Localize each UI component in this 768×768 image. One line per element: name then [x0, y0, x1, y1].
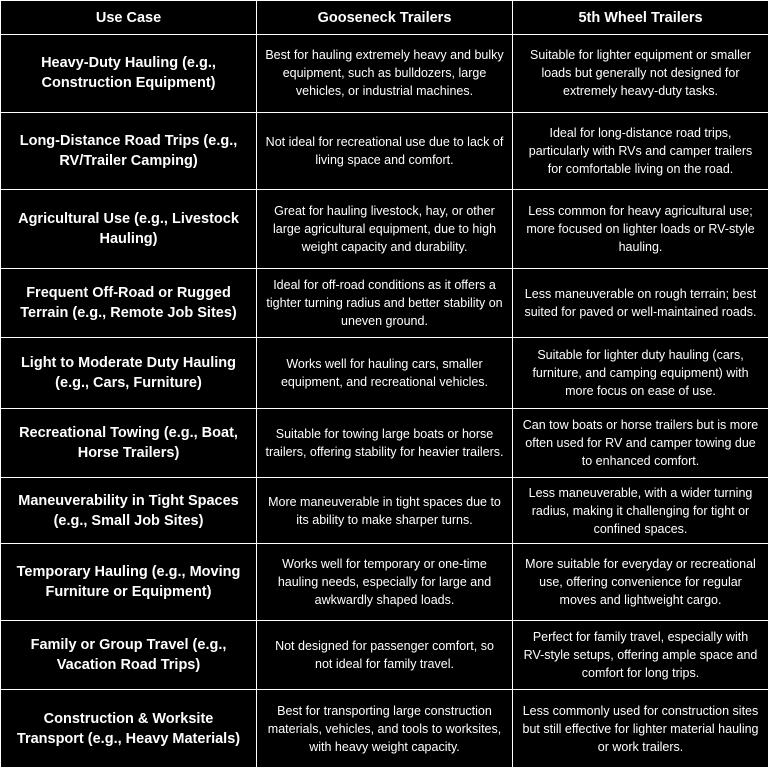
fifth-wheel-cell: Can tow boats or horse trailers but is more often used for RV and camper towing due to enhanced comfort.	[513, 408, 768, 477]
gooseneck-cell: Not designed for passenger comfort, so not ideal for family travel.	[257, 620, 513, 689]
header-fifth-wheel: 5th Wheel Trailers	[513, 1, 768, 35]
fifth-wheel-cell: Less maneuverable, with a wider turning radius, making it challenging for tight or confined spaces.	[513, 477, 768, 543]
fifth-wheel-cell: Perfect for family travel, especially with RV-style setups, offering ample space and comfort for long trips.	[513, 620, 768, 689]
use-case-cell: Recreational Towing (e.g., Boat, Horse Trailers)	[1, 408, 257, 477]
use-case-cell: Temporary Hauling (e.g., Moving Furniture or Equipment)	[1, 544, 257, 621]
use-case-cell: Family or Group Travel (e.g., Vacation Road Trips)	[1, 620, 257, 689]
gooseneck-cell: Not ideal for recreational use due to lack of living space and comfort.	[257, 112, 513, 190]
fifth-wheel-cell: Suitable for lighter duty hauling (cars, furniture, and camping equipment) with more focus on ease of use.	[513, 338, 768, 408]
gooseneck-cell: Works well for temporary or one-time hauling needs, especially for large and awkwardly shaped loads.	[257, 544, 513, 621]
use-case-cell: Frequent Off-Road or Rugged Terrain (e.g., Remote Job Sites)	[1, 268, 257, 337]
table-row	[1, 338, 768, 408]
table-row	[1, 35, 768, 113]
use-case-cell: Maneuverability in Tight Spaces (e.g., Small Job Sites)	[1, 477, 257, 543]
gooseneck-cell: Suitable for towing large boats or horse trailers, offering stability for heavier trailers.	[257, 408, 513, 477]
table-row	[1, 620, 768, 689]
table-header	[1, 1, 768, 35]
use-case-cell: Heavy-Duty Hauling (e.g., Construction Equipment)	[1, 35, 257, 113]
use-case-cell: Long-Distance Road Trips (e.g., RV/Trailer Camping)	[1, 112, 257, 190]
fifth-wheel-cell: Less commonly used for construction sites but still effective for lighter material hauling or work trailers.	[513, 690, 768, 768]
gooseneck-cell: Best for hauling extremely heavy and bulky equipment, such as bulldozers, large vehicles, or industrial machines.	[257, 35, 513, 113]
header-gooseneck: Gooseneck Trailers	[257, 1, 513, 35]
use-case-cell: Agricultural Use (e.g., Livestock Hauling)	[1, 190, 257, 269]
gooseneck-cell: Best for transporting large construction materials, vehicles, and tools to worksites, with heavy weight capacity.	[257, 690, 513, 768]
fifth-wheel-cell: More suitable for everyday or recreational use, offering convenience for regular moves and lightweight cargo.	[513, 544, 768, 621]
gooseneck-cell: Ideal for off-road conditions as it offers a tighter turning radius and better stability on uneven ground.	[257, 268, 513, 337]
use-case-cell: Construction & Worksite Transport (e.g., Heavy Materials)	[1, 690, 257, 768]
use-case-cell: Light to Moderate Duty Hauling (e.g., Cars, Furniture)	[1, 338, 257, 408]
fifth-wheel-cell: Ideal for long-distance road trips, particularly with RVs and camper trailers for comfortable living on the road.	[513, 112, 768, 190]
table-row	[1, 268, 768, 337]
table-row	[1, 477, 768, 543]
table-row	[1, 408, 768, 477]
gooseneck-cell: Great for hauling livestock, hay, or other large agricultural equipment, due to high weight capacity and durability.	[257, 190, 513, 269]
gooseneck-cell: More maneuverable in tight spaces due to its ability to make sharper turns.	[257, 477, 513, 543]
header-row	[1, 1, 768, 35]
header-use-case: Use Case	[1, 1, 257, 35]
gooseneck-cell: Works well for hauling cars, smaller equipment, and recreational vehicles.	[257, 338, 513, 408]
table-body	[1, 35, 768, 768]
fifth-wheel-cell: Less common for heavy agricultural use; more focused on lighter loads or RV-style hauling.	[513, 190, 768, 269]
fifth-wheel-cell: Suitable for lighter equipment or smaller loads but generally not designed for extremely heavy-duty tasks.	[513, 35, 768, 113]
table-row	[1, 544, 768, 621]
fifth-wheel-cell: Less maneuverable on rough terrain; best suited for paved or well-maintained roads.	[513, 268, 768, 337]
table-row	[1, 112, 768, 190]
table-row	[1, 690, 768, 768]
table-row	[1, 190, 768, 269]
